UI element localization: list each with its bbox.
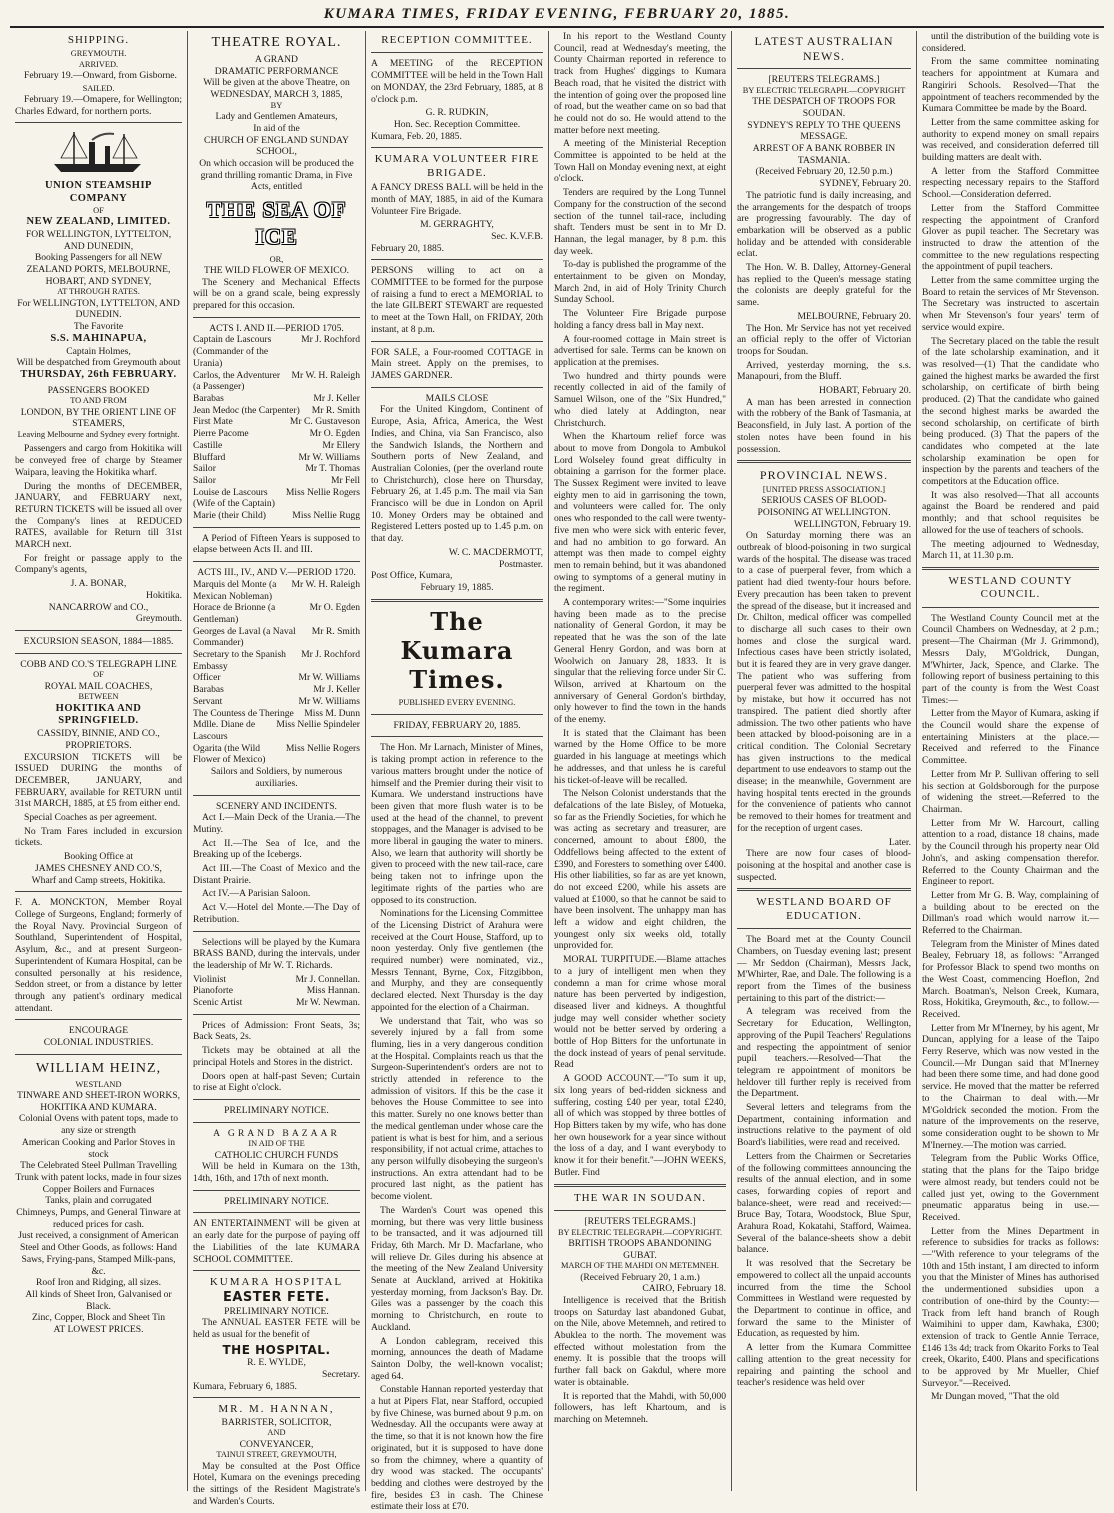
role: Marie (their Child): [193, 510, 266, 522]
cast-row: [193, 626, 360, 649]
board-para: It was resolved that the Secretary be empowered to collect all the unpaid accounts incurred from the time the School Committees in Westland were requested by the Department to continue in office, and forward the same to the Minister of Education, as requested by him.: [737, 1258, 911, 1340]
theatre-title: THEATRE ROYAL.: [211, 35, 342, 50]
actor: Miss M. Dunn: [304, 707, 360, 719]
board-para: From the same committee nominating teachers for appointment at Kumara and Rangiriri Schools. Resolved—That the appointment of teachers recommended by the Kumara Committee be made by the Board.: [922, 56, 1099, 115]
usc-fav: The Favorite: [73, 321, 124, 333]
encourage: ENCOURAGE: [68, 1025, 129, 1037]
column-2: [188, 31, 366, 1507]
heinz-westland: WESTLAND: [75, 1079, 122, 1089]
heinz-tinware: TINWARE AND SHEET-IRON WORKS,: [16, 1090, 181, 1102]
usc-for: FOR WELLINGTON, LYTTELTON, AND DUNEDIN,: [25, 228, 172, 252]
column-3: [366, 31, 549, 1513]
article-para: A London cablegram, received this morning, announces the death of Madame Sainton Dolby, the well-known vocalist; aged 64.: [371, 1335, 543, 1382]
acts-3-5: ACTS III., IV., AND V.—PERIOD 1720.: [197, 567, 356, 579]
chesney: JAMES CHESNEY AND CO.'S,: [35, 862, 162, 874]
usc-of: OF: [93, 205, 104, 215]
article-para: A contemporary writes:—"Some inquiries having been made as to the precise nationality of General Gordon, it may be repeated that he was the son of the late General Henry Gordon, and was born at Woolwich on January 28, 1833. It is singular that the relieving force under Sir C. Wilson, arrived at Khartoum on the anniversary of General Gordon's birthday, only however to find the town in the hands of the enemy.: [554, 597, 726, 726]
cobb-royal: ROYAL MAIL COACHES,: [44, 680, 153, 692]
usc-for2: For WELLINGTON, LYTTELTON, AND DUNEDIN.: [17, 297, 180, 321]
mails-heading: MAILS CLOSE: [425, 392, 489, 404]
agent-bonar-loc: Hokitika.: [146, 589, 182, 601]
role: First Mate: [193, 416, 233, 428]
by-electric: BY ELECTRIC TELEGRAPH.—COPYRIGHT.: [557, 1227, 723, 1237]
dateline: SYDNEY, February 20.: [819, 178, 911, 190]
cast-row: [193, 743, 360, 766]
kumara-date: Kumara, Feb. 20, 1885.: [371, 130, 462, 142]
play-or: OR,: [269, 254, 284, 264]
prelim-3: PRELIMINARY NOTICE.: [224, 1305, 329, 1317]
cast-list-2: [193, 579, 360, 766]
role: Officer: [193, 672, 221, 684]
board-heading: WESTLAND BOARD OF EDUCATION.: [756, 896, 892, 922]
provincial-heading: PROVINCIAL NEWS.: [759, 468, 889, 483]
annual-fete: The ANNUAL EASTER FETE will be held as usual for the benefit of: [193, 1317, 360, 1340]
reception-heading: RECEPTION COMMITTEE.: [381, 34, 533, 46]
cast-row: [193, 708, 360, 720]
usc-title: UNION STEAMSHIP COMPANY: [45, 180, 152, 205]
council-para: Letter from the Mayor of Kumara, asking if the Council would share the expense of entertaining Ministers at the place.—Received and referred to the Finance Committee.: [922, 708, 1099, 767]
excursion-tickets: EXCURSION TICKETS will be ISSUED DURING the months of DECEMBER, JANUARY, and FEBRUARY, available for RETURN until 31st MARCH, 1885, at £5 from either end.: [15, 751, 182, 810]
gerraghty: M. GERRAGHTY,: [420, 219, 494, 231]
war-para: It is reported that the Mahdi, with 50,000 followers, has left Khartoum, and is marching on Metemneh.: [554, 1390, 726, 1425]
received: (Received February 20, 1 a.m.): [580, 1271, 700, 1283]
actor: Mr W. Williams: [298, 672, 360, 684]
despatch: THE DESPATCH OF TROOPS FOR SOUDAN.: [752, 96, 896, 119]
heinz-item: The Celebrated Steel Pullman Travelling Trunk with patent locks, made in four sizes: [15, 1160, 182, 1183]
news-para: The Hon. Mr Service has not yet received an official reply to the offer of Victorian troops for Soudan.: [737, 322, 911, 357]
article-para: MORAL TURPITUDE.—Blame attaches to a jury of intelligent men when they condemn a man for crime whose moral nature has been perverted by indigestion, diseased liver and kidneys. A thoughtful judge may well consider whether society would not be better served by ordering a bottle of Hop Bitters for the unfortunate in the dock instead of years of penal servitude. Read: [554, 954, 726, 1071]
council-para: Letter from the Mines Department in reference to subsidies for tracks as follows:—"With reference to your telegrams of the 10th and 15th instant, I am directed to inform you that the Minister of Mines has authorised the undermentioned subsidies upon a contribution of one-third by the County:—Track from left hand branch of Rough Waimihini to upper dam, Kawhaka, £300; extension of track to Gentle Annie Terrace, £146 13s 4d; track from Okarito Forks to Teal creek, Okarito, £400. Plans and specifications to be approved by Mr Mueller, Chief Surveyor."—Received.: [922, 1225, 1099, 1389]
special-coaches: Special Coaches as per agreement.: [24, 812, 157, 824]
wylde-secretary: Secretary.: [322, 1368, 360, 1380]
arrived-label: ARRIVED.: [78, 59, 119, 69]
council-heading: WESTLAND COUNTY COUNCIL.: [948, 574, 1073, 601]
sailing-entry: February 19.—Omapere, for Wellington; Charles Edward, for northern ports.: [15, 93, 182, 117]
heinz-item: American Cooking and Parlor Stoves in stock: [21, 1136, 176, 1160]
article-para: Tenders are required by the Long Tunnel Company for the construction of the second section of the tunnel tail-race, including shaft. Tenders must be sent in to Mr D. Hannan, the legal manager, by 8 p.m. this day week.: [554, 187, 726, 257]
cast-row: [193, 602, 360, 625]
actor: Mr T. Thomas: [305, 463, 360, 475]
usc-booking: Booking Passengers for all NEW ZEALAND PORTS, MELBOURNE, HOBART, AND SYDNEY,: [26, 252, 171, 287]
cassidy: CASSIDY, BINNIE, AND CO., PROPRIETORS.: [37, 728, 160, 751]
shipping-heading: SHIPPING.: [67, 34, 130, 46]
actor: Mr O. Egden: [309, 602, 360, 614]
cast-row: [193, 985, 360, 997]
usc-ship: S.S. MAHINAPUA,: [50, 332, 147, 344]
actor: Mr Fell: [330, 474, 360, 486]
council-para: The Westland County Council met at the Council Chambers on Wednesday, at 2 p.m.; present—The Chairman (Mr J. Grimmond), Messrs Daly, M'Goldrick, Dungan, M'Whirter, Jack, Spence, and Clarke. The following report of business pertaining to this part of the county is from the West Coast Times:—: [922, 612, 1099, 706]
fancy-dress-ball: A FANCY DRESS BALL will be held in the month of MAY, 1885, in aid of the Kumara Volunteer Fire Brigade.: [371, 182, 543, 217]
british-troops: BRITISH TROOPS ABANDONING GUBAT.: [568, 1237, 712, 1261]
actor: Miss Hannan.: [306, 985, 360, 997]
cairo: CAIRO, February 18.: [642, 1283, 726, 1295]
moncton-ad: F. A. MONCKTON, Member Royal College of Surgeons, England; formerly of the Royal Navy. Provincial Surgeon of Southland, Superintendent of Hospital, Asylum, &c., and at present Surgeon-Superintendent of Kumara Hospital, can be consulted personally at his residence, Seddon street, or from a distance by letter through any patient's ordinary medical attendant.: [15, 897, 182, 1014]
article-para: A four-roomed cottage in Main street is advertised for sale. Terms can be known on application at the premises.: [554, 333, 726, 368]
actor: Mr R. Smith: [311, 404, 360, 416]
role: Servant: [193, 695, 223, 707]
scenery-note: The Scenery and Mechanical Effects will be on a grand scale, being expressly prepared for this occasion.: [193, 276, 360, 312]
role: Ogarita (the Wild Flower of Mexico): [193, 742, 266, 766]
article-para: Nominations for the Licensing Committee of the Licensing District of Arahura were received at the Court House, Stafford, up to noon yesterday. Only five gentlemen (the required number) were nominated, viz., Messrs Tennant, Byrne, Cox, Fitzgibbon, and Murphy, and they are consequently declared elected. Next Thursday is the day appointed for the election of a Chairman.: [371, 908, 543, 1013]
role: Sailor: [193, 474, 216, 486]
theatre-by: BY: [270, 100, 283, 110]
actor: Mr J. Rochford: [301, 334, 360, 346]
article-para: To-day is published the programme of the entertainment to be given on Monday, March 2nd, in aid of Holy Trinity Church Sunday School.: [554, 259, 726, 306]
news-para: A man has been arrested in connection with the robbery of the Bank of Tasmania, at Beaconsfield, in July last. A portion of the stolen notes have been found in his possession.: [737, 396, 911, 455]
role: Pianoforte: [193, 985, 233, 997]
role: Jean Medoc (the Carpenter): [193, 404, 300, 416]
cast-row: [193, 428, 360, 440]
role: Violinist: [193, 973, 227, 985]
play-subtitle: THE WILD FLOWER OF MEXICO.: [203, 264, 350, 276]
article-para: We understand that Tait, who was so severely injured by a fall from some fluming, lies in a very dangerous condition at the Hospital. Complaints reach us that the Surgeon-Superintendent's orders are not to strictly attended in reference to the admission of visitors. If this be the case it behoves the House Committee to see into this matter. Surely no one knows better than the medical gentleman under whose care the patient is what is best for him, and a serious responsibility, if not actual crime, attaches to any person wilfully disobeying the surgeon's instructions. An extra attendant had to be procured last night, as the patient has become violent.: [371, 1015, 544, 1203]
post-office: Post Office, Kumara,: [371, 570, 453, 582]
heinz-towns: HOKITIKA AND KUMARA.: [40, 1101, 157, 1113]
cast-row: [193, 416, 360, 428]
actor: Mr J. Rochford: [301, 649, 360, 661]
theatre-ladies: Lady and Gentlemen Amateurs,: [215, 111, 338, 123]
arrest: ARREST OF A BANK ROBBER IN TASMANIA.: [752, 143, 896, 166]
prices: Prices of Admission: Front Seats, 3s; Back Seats, 2s.: [193, 1019, 360, 1043]
band: Selections will be played by the Kumara BRASS BAND, during the intervals, under the leadership of Mr W. T. Richards.: [193, 936, 360, 971]
prelim-1: PRELIMINARY NOTICE.: [224, 1104, 329, 1116]
theatre-in-aid: In aid of the: [253, 122, 300, 134]
pass-cargo: Passengers and cargo from Hokitika will be conveyed free of charge by Steamer Waipara, leaving the Hokitika wharf.: [15, 443, 182, 478]
theatre-occasion: On which occasion will be produced the grand thrilling romantic Drama, in Five Acts, entitled: [199, 157, 354, 193]
column-6: [917, 31, 1104, 1491]
role: Secretary to the Spanish Embassy: [193, 649, 286, 672]
agent-bonar: J. A. BONAR,: [70, 578, 127, 590]
acts-1-2: ACTS I. AND II.—PERIOD 1705.: [209, 322, 344, 334]
board-para: Letter from the same committee urging the Board to retain the services of Mr Stevenson. The Secretary was instructed to ascertain when Mr Stevenson's four years' term of service would expire.: [922, 275, 1099, 333]
pass-to: TO AND FROM: [70, 396, 127, 406]
heinz-item: Just received, a consignment of American Steel and Other Goods, as follows: Hand Saws, Frying-pans, Stamped Milk-pans, &c.: [18, 1230, 179, 1277]
usc-rates: AT THROUGH RATES.: [57, 287, 140, 297]
hannan: MR. M. HANNAN,: [218, 1403, 335, 1416]
return-tickets: During the months of DECEMBER, JANUARY, and FEBRUARY next, RETURN TICKETS will be issued all over the Company's lines at REDUCED RATES, available for Return till 31st MARCH next.: [15, 480, 182, 551]
cast-row: [193, 696, 360, 708]
board-para: The Board met at the County Council Chambers, on Tuesday evening last; present — Mr Seddon (Chairman), Messrs Jack, M'Whirter, Rae, and Dale. The following is a report from the Times of the business pertaining to this part of the district:—: [737, 934, 911, 1004]
article-para: Constable Hannan reported yesterday that a hut at Pipers Flat, near Stafford, occupied by five Chinese, was burned about 9 p.m. on Wednesday. All the occupants were away at the time, so that it is not known how the fire originated, but it is supposed to have done so from the chimney, where a quantity of dry wood was stacked. The occupants' bedding and clothes were destroyed by the fire, besides £3 in cash. The Chinese estimate their loss at £70.: [371, 1384, 543, 1513]
usc-desp: Will be despatched from Greymouth about: [16, 357, 181, 369]
role: Scenic Artist: [193, 997, 243, 1009]
role: Mdlle. Diane de Lascours: [193, 719, 256, 742]
cast-row: [193, 974, 360, 986]
for-sale: FOR SALE, a Four-roomed COTTAGE in Main street. Apply on the premises, to JAMES GARDNER.: [371, 346, 543, 381]
issue-date: FRIDAY, FEBRUARY 20, 1885.: [393, 719, 521, 731]
cobb-of: OF: [93, 670, 104, 680]
sec-kvfb: Sec. K.V.F.B.: [491, 230, 543, 242]
actor: Mr W. Williams: [298, 695, 360, 707]
theatre-will-be: Will be given at the above Theatre, on: [203, 77, 350, 89]
conveyancer: CONVEYANCER,: [239, 1438, 314, 1450]
agent-nancarrow: NANCARROW and CO.,: [48, 601, 149, 613]
theatre-church: CHURCH OF ENGLAND SUNDAY SCHOOL,: [204, 134, 349, 158]
cast-row: [193, 393, 360, 405]
reuters: [REUTERS TELEGRAMS.]: [584, 1215, 696, 1227]
scenery-heading: SCENERY AND INCIDENTS.: [216, 800, 337, 812]
serious-cases: SERIOUS CASES OF BLOOD-POISONING AT WELLINGTON.: [757, 495, 891, 518]
kvfb-heading: KUMARA VOLUNTEER FIRE BRIGADE.: [374, 153, 540, 179]
board-para: The meeting adjourned to Wednesday, March 11, at 11.30 p.m.: [922, 538, 1099, 562]
published: PUBLISHED EVERY EVENING.: [398, 698, 516, 708]
council-para: Telegram from the Public Works Office, stating that the plans for the Taipo bridge were almost ready, but tenders could not be called just yet, owing to the Government pneumatic apparatus being in use.—Received.: [922, 1153, 1099, 1223]
role: Barabas: [193, 684, 224, 696]
barrister: BARRISTER, SOLICITOR,: [221, 1416, 332, 1428]
board-para: The Secretary placed on the table the result of the late scholarship examination, and it was resolved—(1) That the candidate who gained the highest marks be awarded the first scholarship, on certificate of birth being produced. (2) That the candidate who gained the second highest marks be awarded the second scholarship, on certificate of birth being produced. (3) That the papers of the candidates who competed at the late scholarship examination be open for inspection by the parents and teachers of the competitors at the Education office.: [922, 335, 1099, 488]
hannan-and: AND: [267, 1428, 286, 1438]
excursion-heading: EXCURSION SEASON, 1884—1885.: [23, 635, 174, 647]
heinz-item: Zinc, Copper, Block and Sheet Tin: [31, 1312, 166, 1324]
colonial-industries: COLONIAL INDUSTRIES.: [43, 1037, 154, 1049]
bazaar-title: A GRAND BAZAAR: [213, 1127, 340, 1139]
heinz-item: Copper Boilers and Furnaces: [42, 1183, 155, 1195]
by-electric: BY ELECTRIC TELEGRAPH.—COPYRIGHT: [742, 85, 906, 95]
actor: Mr O. Egden: [309, 428, 360, 440]
cast-row: [193, 719, 360, 742]
actor: Miss Nellie Rogers: [285, 742, 360, 754]
sailed-label: SAILED.: [82, 83, 115, 93]
scenery-item: Act II.—The Sea of Ice, and the Breaking up of the Icebergs.: [193, 837, 360, 861]
rudkin: G. R. RUDKIN,: [425, 107, 489, 119]
actor: Miss Nellie Rogers: [285, 486, 360, 498]
council-para: Letter from Mr P. Sullivan offering to sell his section at Goldsborough for the purpose of widening the street.—Referred to the Chairman.: [922, 768, 1099, 815]
cast-row: [193, 370, 360, 393]
usc-capt: Captain Holmes,: [66, 345, 131, 357]
pass-booked: PASSENGERS BOOKED: [47, 384, 150, 396]
port-name: GREYMOUTH.: [70, 49, 127, 59]
board-para: A telegram was received from the Secretary for Education, Wellington, approving of the Pupil Teachers' Regulations and respecting the appointment of senior pupil teachers.—Resolved—That the telegram re appointment of monitors be heldover till further reply is received from the Department.: [737, 1006, 911, 1100]
board-para: Letter from the same committee asking for authority to expend money on small repairs was received, and consideration deferred till building matters are dealt with.: [922, 116, 1099, 164]
role: Pierre Pacome: [193, 428, 249, 440]
heinz-item: Colonial Ovens with patent tops, made to any size or strength: [18, 1113, 179, 1137]
column-4: [549, 31, 732, 1491]
article-para: The Warden's Court was opened this morning, but there was very little business to be transacted, and it was adjourned till Friday, 6th March. Mr D. Macfarlane, who will relieve Dr. Giles during his absence at the meeting of the New Zealand University Senate at Auckland, arrived at Hokitika yesterday morning, from Jackson's Bay. Dr. Giles was a passenger by the coach this morning to Christchurch, en route to Auckland.: [371, 1204, 543, 1333]
cast-row: [193, 334, 360, 369]
theatre-date: WEDNESDAY, MARCH 3, 1885,: [210, 89, 343, 101]
actor: Mr C. Gustaveson: [289, 416, 360, 428]
cobb-between: BETWEEN: [78, 692, 119, 702]
heinz-title: WILLIAM HEINZ,: [35, 1060, 162, 1076]
article-para: The Hon. Mr Larnach, Minister of Mines, is taking prompt action in reference to the various matters brought under the notice of himself and the Premier during their visit to Kumara. We understand instructions have been given that more flush water is to be used at the head of the channel, to prevent stoppages, and the Manager is advised to be more liberal in gauging the water to miners. Also, we learn that authority will shortly be given to proceed with the new tail-race, care being taken not to infringe upon the legitimate rights of the parties who are opposed to its construction.: [371, 742, 543, 906]
bazaar-text: Will be held in Kumara on the 13th, 14th, 16th, and 17th of next month.: [193, 1161, 360, 1185]
reuters: [REUTERS TELEGRAMS.]: [768, 74, 880, 86]
article-para: The Nelson Colonist understands that the defalcations of the late Bisley, of Motueka, so far as the Friendly Societies, for which he was acting as secretary and treasurer, are concerned, amount to about £800, the Oddfellows being affected to the extent of £390, and Foresters to something over £400. His other liabilities, so far as are yet known, do not exceed £200, while his assets are valued at £1000, so that he cannot be said to have been insolvent. The unhappy man has left a widow and eight children, the youngest only six weeks old, totally unprovided for.: [554, 788, 726, 952]
council-para: Mr Dungan moved, "That the old: [931, 1391, 1060, 1403]
hon-sec: Hon. Sec. Reception Committee.: [393, 118, 521, 130]
actor: Mr J. Connellan.: [295, 973, 360, 985]
cast-row: [193, 672, 360, 684]
scenery-item: Act I.—Main Deck of the Urania.—The Mutiny.: [193, 812, 360, 835]
actor: Miss Nellie Spindeler: [276, 719, 360, 731]
theatre-dramatic: DRAMATIC PERFORMANCE: [214, 65, 339, 77]
board-para: until the distribution of the building vote is considered.: [922, 31, 1099, 54]
article-para: In his report to the Westland County Council, read at Wednesday's meeting, the County Chairman reported in reference to track from Hughes' diggings to Kumara Beach road, that he visited the district with the intention of going over the proposed line of road, but the weather came on so bad that he could not do so. He would attend to the matter before next meeting.: [554, 31, 726, 136]
pass-london: LONDON, BY THE ORIENT LINE OF STEAMERS,: [20, 406, 177, 430]
actor: Mr R. Smith: [311, 625, 360, 637]
dateline: MELBOURNE, February 20.: [797, 310, 911, 322]
hannan-text: May be consulted at the Post Office Hotel, Kumara on the evenings preceding the sittings of the Resident Magistrate's and Warden's Courts.: [193, 1460, 360, 1507]
article-para: Two hundred and thirty pounds were recently collected in aid of the family of Samuel Wilson, one of the "Six Hundred," who died lately at Addington, near Christchurch.: [554, 370, 726, 429]
heinz-item: All kinds of Sheet Iron, Galvanised or Black.: [25, 1289, 172, 1312]
dateline: HOBART, February 20.: [819, 385, 911, 397]
play-title: THE SEA OF ICE: [206, 197, 347, 249]
tainui: TAINUI STREET, GREYMOUTH,: [216, 1450, 337, 1460]
cast-row: [193, 475, 360, 487]
role: Sailor: [193, 463, 216, 475]
cast-row: [193, 579, 360, 602]
cobb-title: COBB AND CO.'S TELEGRAPH LINE: [20, 658, 177, 670]
prelim-2: PRELIMINARY NOTICE.: [224, 1195, 329, 1207]
dateline: WELLINGTON, February 19.: [793, 518, 911, 530]
cast-row: [193, 405, 360, 417]
pass-leaving: Leaving Melbourne and Sydney every fortnight.: [17, 430, 180, 440]
cast-row: [193, 684, 360, 696]
actor: Mr W. Williams: [298, 451, 360, 463]
role: Barabas: [193, 393, 224, 404]
feb20: February 20, 1885.: [371, 242, 445, 254]
sydney-reply: SYDNEY'S REPLY TO THE QUEENS MESSAGE.: [747, 119, 901, 143]
wylde: R. E. WYLDE,: [247, 1357, 306, 1369]
freight: For freight or passage apply to the Company's agents,: [15, 552, 182, 576]
postmaster: Postmaster.: [499, 558, 543, 570]
board-para: It was also resolved—That all accounts against the Board be rendered and paid monthly; and that school requisites be allowed for the use of teachers of schools.: [922, 489, 1099, 536]
column-1: [10, 31, 188, 1491]
lowest-prices: AT LOWEST PRICES.: [53, 1324, 144, 1336]
arrival-entry: February 19.—Onward, from Gisborne.: [24, 69, 177, 81]
masthead: KUMARA TIMES, FRIDAY EVENING, FEBRUARY 20, 1885.: [10, 6, 1104, 28]
reception-meeting: A MEETING of the RECEPTION COMMITTEE will be held in the Town Hall on MONDAY, the 23rd February, 1885, at 8 o'clock p.m.: [371, 58, 543, 105]
cast-row: [193, 649, 360, 672]
usc-nz: NEW ZEALAND, LIMITED.: [26, 216, 171, 228]
agent-nancarrow-loc: Greymouth.: [135, 613, 182, 625]
heinz-list: [15, 1113, 182, 1324]
council-para: Letter from Mr G. B. Way, complaining of a building about to be erected on the Dillman's road which would narrow it.—Referred to the Chairman.: [922, 889, 1099, 937]
upa: [UNITED PRESS ASSOCIATION.]: [762, 484, 886, 494]
council-para: Telegram from the Minister of Mines dated Bealey, February 18, as follows: "Arranged for Professor Black to spend two months on the West Coast, commencing Hoeflon, 2nd March. Boatman's, Nelson Creek, Kumara, Ross, Hokitika, Greymouth, &c., to follow.—Received.: [922, 938, 1099, 1020]
war-para: Intelligence is received that the British troops on Saturday last abandoned Gubat, on the Nile, above Metemneh, and retired to Abuklea to the north. The movement was effected without molestation from the enemy. It is possible that the troops will further fall back on Gakdul, where more water is obtainable.: [554, 1294, 726, 1388]
cobb-route: HOKITIKA AND SPRINGFIELD.: [55, 702, 142, 727]
cast-list-1: [193, 334, 360, 521]
usc-date: THURSDAY, 26th FEBRUARY.: [20, 368, 177, 380]
heinz-item: Roof Iron and Ridging, all sizes.: [36, 1277, 161, 1289]
board-para: A letter from the Kumara Committee calling attention to the great necessity for repairing and painting the school and teacher's residence was held over: [737, 1342, 911, 1389]
news-para: On Saturday morning there was an outbreak of blood-poisoning in two surgical wards of the hospital. The disease was traced to a case of puerperal fever, from which a patient had died twenty-four hours before. Every precaution has been taken to prevent the spread of the disease, but it increased and Dr. Chilton, medical officer was compelled to discharge all such cases to their own homes and close the surgical ward. Infectious cases have been strictly isolated, but it is feared they are in very grave danger. The patient who was suffering from puerperal fever was admitted to the hospital by mistake, but how it occurred has not transpired. The patient died shortly after admission. The two other patients who have been attacked by blood-poisoning are in a critical condition. The Colonial Secretary has given instructions to the medical department to use endeavors to stamp out the disease; in the meanwhile, Government are having hospital tents erected in the grounds for the convenience of patients who cannot be removed to their homes for treatment and for the reception of urgent cases.: [737, 530, 911, 834]
received: (Received February 20, 12.50 p.m.): [755, 166, 893, 178]
mails-text: For the United Kingdom, Continent of Europe, Asia, Africa, America, the West Indies, and China, via San Francisco, also the Sandwich Islands, the Northern and Southern ports of New Zealand, and Australian Colonies, (per the overland route to Christchurch), close here on Thursday, February 26, at 1.45 p.m. The mail via San Francisco will be due in London on April 10. Money Orders may be obtained and Registered Letters posted up to 1.45 p.m. on that day.: [371, 404, 543, 545]
actor: Mr W. Newman.: [296, 997, 360, 1009]
actor: Mr Ellery: [322, 439, 360, 451]
paper-title: The Kumara Times.: [400, 606, 514, 695]
later-text: There are now four cases of blood-poisoning at the hospital and another case is suspected.: [737, 848, 911, 883]
actor: Mr J. Keller: [313, 393, 360, 404]
cast-row: [193, 997, 360, 1009]
steamship-icon: [49, 128, 149, 176]
easter-fete: EASTER FETE.: [222, 1289, 331, 1305]
fifteen-years: A Period of Fifteen Years is supposed to elapse between Acts II. and III.: [193, 532, 360, 556]
scenery-item: Act III.—The Coast of Mexico and the Distant Prairie.: [193, 863, 360, 886]
article-para: It is stated that the Claimant has been warned by the Home Office to be more guarded in his language at meetings which he addresses, and that unless he is careful his ticket-of-leave will be recalled.: [554, 727, 726, 786]
board-para: Several letters and telegrams from the Department, containing information and instructions relative to the payment of old Board's liabilities, were read and received.: [737, 1102, 911, 1149]
column-5: [732, 31, 917, 1491]
kumara-date: Kumara, February 6, 1885.: [193, 1380, 297, 1392]
kumara-hospital: KUMARA HOSPITAL: [209, 1276, 344, 1289]
entertainment: AN ENTERTAINMENT will be given at an early date for the purpose of paying off the Liabilities of the late KUMARA SCHOOL COMMITTEE.: [193, 1218, 360, 1265]
article-para: When the Khartoum relief force was about to move from Dongola to Ambukol Lord Wolseley found great difficulty in obtaining a garrison for the former place. The Sussex Regiment were invited to leave eighty men to aid in garrisoning the town, and volunteers were called for. The only ones who responded to the call were twenty-five men who were sick with enteric fever, and had no ambition to go forward. An attempt was then made to compel eighty men to remain behind, but it was abandoned owing to symptoms of a general mutiny in the regiment.: [554, 431, 726, 595]
role: Captain de Lascours (Commander of the Urania): [193, 334, 272, 369]
wharf: Wharf and Camp streets, Hokitika.: [31, 874, 166, 886]
later: Later.: [888, 836, 911, 848]
cast-row: [193, 463, 360, 475]
board-para: A letter from the Stafford Committee respecting necessary repairs to the Stafford School.—Consideration deferred.: [922, 165, 1099, 201]
sailors: Sailors and Soldiers, by numerous auxiliaries.: [210, 766, 343, 789]
doors: Doors open at half-past Seven; Curtain to rise at Eight o'clock.: [193, 1070, 360, 1094]
council-para: Letter from Mr M'Inerney, by his agent, Mr Duncan, applying for a lease of the Taipo Ferry Reserve, which was now vested in the Council.—Mr Dungan said that M'Inerney had been there some time, and had done good service. He moved that the matter be referred to the Chairman to deal with.—Mr M'Goldrick seconded the motion. From the nature of the improvements on the reserve, some consideration ought to be shown to Mr M'Inerney.—The motion was carried.: [922, 1022, 1099, 1151]
theatre-grand: A GRAND: [255, 54, 298, 66]
news-para: Arrived, yesterday morning, the s.s. Manapouri, from the Bluff.: [737, 359, 911, 383]
role: Louise de Lascours (Wife of the Captain): [193, 486, 275, 510]
scenery-item: Act IV.—A Parisian Saloon.: [202, 888, 311, 900]
role: The Countess de Theringe: [193, 707, 294, 719]
board-para: Letters from the Chairmen or Secretaries of the following committees announcing the results of the annual election, and in some cases, forwarding copies of report and balance-sheet, were read and received:—Bruce Bay, Totara, Woodstock, Blue Spur, Arahura Road, Kokatahi, Stafford, Waimea. Several of the balance-sheets show a debit balance.: [737, 1150, 911, 1256]
role: Marquis del Monte (a Mexican Nobleman): [193, 578, 277, 602]
latest-heading: LATEST AUSTRALIAN NEWS.: [754, 34, 894, 63]
the-hospital: THE HOSPITAL.: [222, 1342, 331, 1357]
war-heading: THE WAR IN SOUDAN.: [573, 1191, 707, 1204]
role: Carlos, the Adventurer (a Passenger): [193, 369, 281, 393]
role: Castille: [193, 439, 223, 451]
macdermott: W. C. MACDERMOTT,: [448, 546, 543, 558]
actor: Mr W. H. Raleigh: [291, 578, 360, 590]
news-para: The patriotic fund is daily increasing, and the arrangements for the despatch of troops are progressing favourably. The day of embarkation will be observed as a public holiday and be attended with considerable eclat.: [737, 189, 911, 260]
march-mahdi: MARCH OF THE MAHDI ON METEMNEH.: [560, 1261, 720, 1271]
board-para: Letter from the Stafford Committee respecting the appointment of Cranford Glover as pupil teacher. The Secretary was instructed to draw the attention of the committee to the new regulations respecting the appointment of pupil teachers.: [922, 202, 1099, 273]
cast-row: [193, 440, 360, 452]
article-para: A meeting of the Ministerial Reception Committee is appointed to be held at the Town Hall on Monday evening next, at eight o'clock.: [554, 138, 726, 185]
heinz-item: Tanks, plain and corrugated: [45, 1195, 152, 1207]
article-para: A GOOD ACCOUNT.—"To sum it up, six long years of bed-ridden sickness and suffering, costing £40 per year, total £240, all of which was stopped by three bottles of Hop Bitters taken by my wife, who has done her own housework for a year since without the loss of a day, and I want everybody to know it for their benefit."—JOHN WEEKS, Butler. Find: [554, 1073, 726, 1178]
tickets: Tickets may be obtained at all the principal Hotels and Stores in the district.: [193, 1045, 360, 1068]
role: Horace de Brionne (a Gentleman): [193, 602, 276, 625]
actor: Mr W. H. Raleigh: [291, 369, 360, 381]
booking-office: Booking Office at: [63, 851, 134, 863]
musicians-list: [193, 974, 360, 1009]
tram-fares: No Tram Fares included in excursion tickets.: [15, 825, 182, 849]
news-para: The Hon. W. B. Dalley, Attorney-General has replied to the Queen's message stating the colonists are deeply grateful for the same.: [737, 262, 911, 309]
bazaar-catholic: CATHOLIC CHURCH FUNDS: [214, 1149, 339, 1161]
scenery-item: Act V.—Hotel del Monte.—The Day of Retribution.: [193, 902, 360, 925]
cast-row: [193, 510, 360, 522]
bazaar-aid: IN AID OF THE: [248, 1139, 305, 1149]
article-para: The Volunteer Fire Brigade purpose holding a fancy dress ball in May next.: [554, 308, 726, 331]
post-office-date: February 19, 1885.: [420, 581, 494, 593]
role: Georges de Laval (a Naval Commander): [193, 625, 296, 649]
actor: Mr J. Keller: [313, 684, 360, 696]
council-para: Letter from Mr W. Harcourt, calling attention to a road, distance 18 chains, made by the Council through his property near Old John's, and asking compensation therefor. Referred to the County Chairman and the Engineer to report.: [922, 817, 1099, 888]
role: Bluffard: [193, 451, 226, 463]
heinz-item: Chimneys, Pumps, and General Tinware at reduced prices for cash.: [16, 1207, 181, 1230]
cast-row: [193, 487, 360, 510]
cast-row: [193, 452, 360, 464]
memorial-notice: PERSONS willing to act on a COMMITTEE to be formed for the purpose of raising a fund to erect a MEMORIAL to the late GILBERT STEWART are requested to meet at the Town Hall, on FRIDAY, 20th instant, at 8 p.m.: [371, 265, 543, 335]
actor: Miss Nellie Rugg: [292, 510, 360, 522]
